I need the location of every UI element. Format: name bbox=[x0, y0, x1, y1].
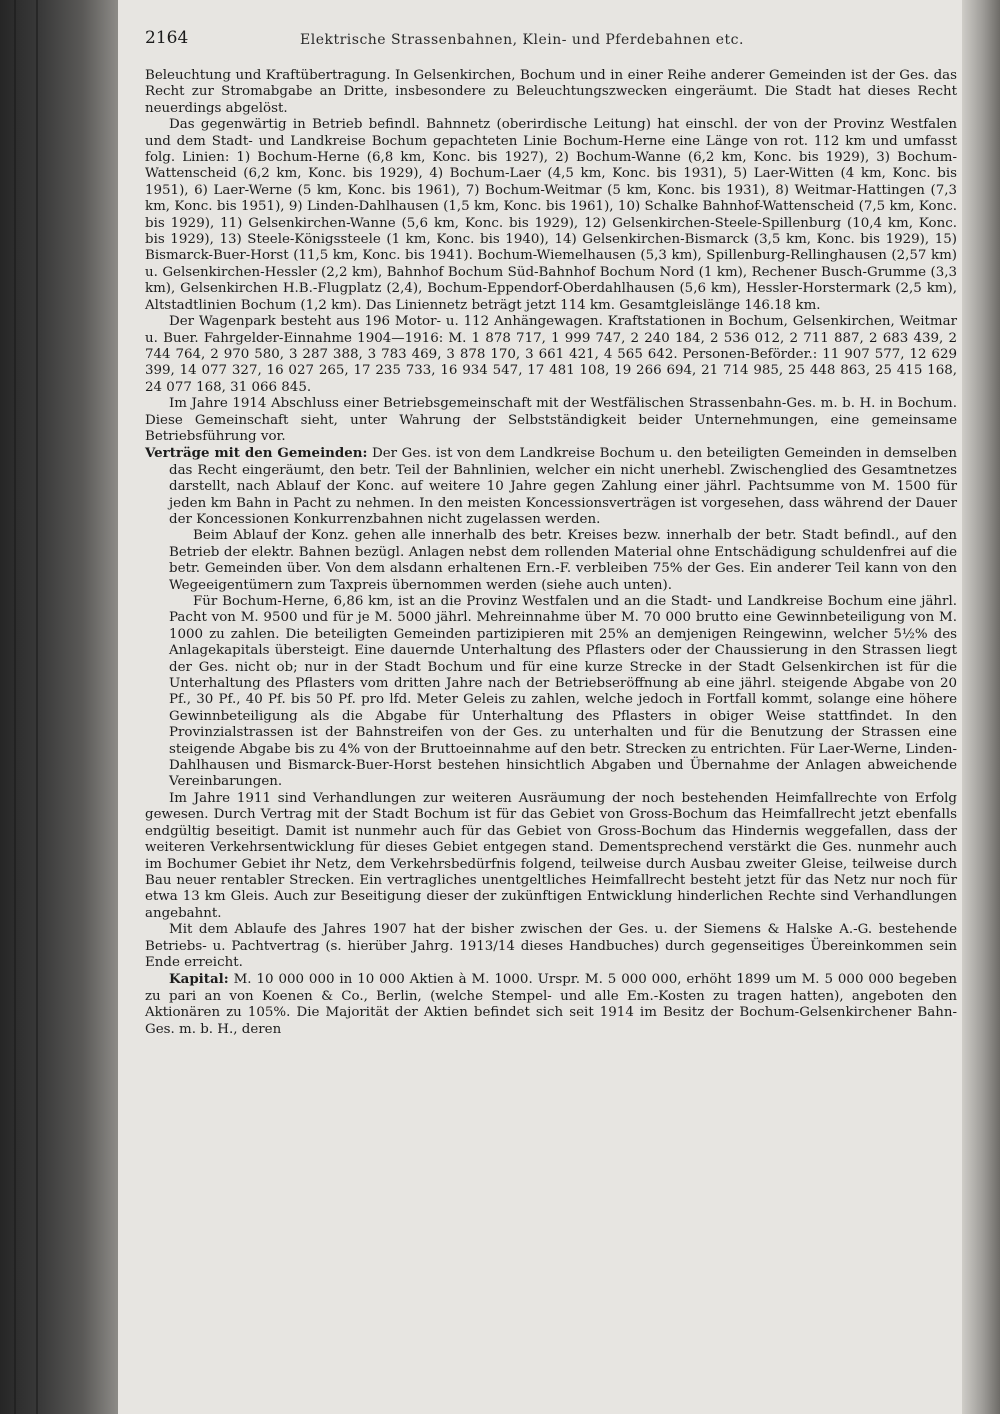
paragraph-bochum-herne: Für Bochum-Herne, 6,86 km, ist an die Provinz Westfalen und an die Stadt- und Landkreise Bochum eine jährl. Pacht von M. 9500 und für je M. 5000 jährl. Mehreinnahme über M. 70 000 brutto eine Gewinnbeteiligung von M. 1000 zu zahlen. Die beteiligten Gemeinden partizipieren mit 25% an demjenigen Reingewinn, welcher 5½% des Anlagekapitals übersteigt. Eine dauernde Unterhaltung des Pflasters oder der Chaussierung in den Strassen liegt der Ges. nicht ob; nur in der Stadt Bochum und für eine kurze Strecke in der Stadt Gelsenkirchen ist für die Unterhaltung des Pflasters vom dritten Jahre nach der Betriebseröffnung ab eine jährl. steigende Abgabe von 20 Pf., 30 Pf., 40 Pf. bis 50 Pf. pro lfd. Meter Geleis zu zahlen, welche jedoch in Fortfall kommt, solange eine höhere Gewinnbeteiligung als die Abgabe für Unterhaltung des Pflasters in obiger Weise stattfindet. In den Provinzialstrassen ist der Bahnstreifen von der Ges. zu unterhalten und für die Benutzung der Strassen eine steigende Abgabe bis zu 4% von der Bruttoeinnahme auf den betr. Strecken zu entrichten. Für Laer-Werne, Linden-Dahlhausen und Bismarck-Buer-Horst bestehen hinsichtlich Abgaben und Übernahme der Anlagen abweichende Vereinbarungen. bbox=[169, 594, 957, 790]
section-heading-kapital: Kapital: bbox=[169, 971, 229, 988]
paragraph-ablauf-konz: Beim Ablauf der Konz. gehen alle innerhalb des betr. Kreises bezw. innerhalb der betr. Stadt befindl., auf den Betrieb der elektr. Bahnen bezügl. Anlagen nebst dem rollenden Material ohne Entschädigung schuldenfrei auf die betr. Gemeinden über. Von dem alsdann erhaltenen Ern.-F. verbleiben 75% der Ges. Ein anderer Teil kann von den Wegeeigentümern zum Taxpreis übernommen werden (siehe auch unten). bbox=[169, 528, 957, 593]
paragraph-wagenpark: Der Wagenpark besteht aus 196 Motor- u. 112 Anhängewagen. Kraftstationen in Bochum, Gelsenkirchen, Weitmar u. Buer. Fahrgelder-Einnahme 1904—1916: M. 1 878 717, 1 999 747, 2 240 184, 2 536 012, 2 711 887, 2 683 439, 2 744 764, 2 970 580, 3 287 388, 3 783 469, 3 878 170, 3 661 421, 4 565 642. Personen-Beförder.: 11 907 577, 12 629 399, 14 077 327, 16 027 265, 17 235 733, 16 934 547, 17 481 108, 19 266 694, 21 714 985, 25 448 863, 25 415 168, 24 077 168, 31 066 845. bbox=[145, 314, 957, 395]
running-head: Elektrische Strassenbahnen, Klein- und Pferdebahnen etc. bbox=[300, 32, 744, 48]
paragraph-bahnnetz: Das gegenwärtig in Betrieb befindl. Bahnnetz (oberirdische Leitung) hat einschl. der von der Provinz Westfalen und dem Stadt- und Landkreise Bochum gepachteten Linie Bochum-Herne eine Länge von rot. 112 km und umfasst folg. Linien: 1) Bochum-Herne (6,8 km, Konc. bis 1927), 2) Bochum-Wanne (6,2 km, Konc. bis 1929), 3) Bochum-Wattenscheid (6,2 km, Konc. bis 1929), 4) Bochum-Laer (4,5 km, Konc. bis 1931), 5) Laer-Witten (4 km, Konc. bis 1951), 6) Laer-Werne (5 km, Konc. bis 1961), 7) Bochum-Weitmar (5 km, Konc. bis 1931), 8) Weitmar-Hattingen (7,3 km, Konc. bis 1951), 9) Linden-Dahlhausen (1,5 km, Konc. bis 1961), 10) Schalke Bahnhof-Wattenscheid (7,5 km, Konc. bis 1929), 11) Gelsenkirchen-Wanne (5,6 km, Konc. bis 1929), 12) Gelsenkirchen-Steele-Spillenburg (10,4 km, Konc. bis 1929), 13) Steele-Königssteele (1 km, Konc. bis 1940), 14) Gelsenkirchen-Bismarck (3,5 km, Konc. bis 1929), 15) Bismarck-Buer-Horst (11,5 km, Konc. bis 1941). Bochum-Wiemelhausen (5,3 km), Spillenburg-Rellinghausen (2,57 km) u. Gelsenkirchen-Hessler (2,2 km), Bahnhof Bochum Süd-Bahnhof Bochum Nord (1 km), Rechener Busch-Grumme (3,3 km), Gelsenkirchen H.B.-Flugplatz (2,4), Bochum-Eppendorf-Oberdahlhausen (5,6 km), Hessler-Horstermark (2,5 km), Altstadtlinien Bochum (1,2 km). Das Liniennetz beträgt jetzt 114 km. Gesamtgleislänge 146.18 km. bbox=[145, 117, 957, 313]
section-kapital bbox=[145, 971, 957, 1038]
paragraph-siemens-halske: Mit dem Ablaufe des Jahres 1907 hat der bisher zwischen der Ges. u. der Siemens & Halske A.-G. bestehende Betriebs- u. Pachtvertrag (s. hierüber Jahrg. 1913/14 dieses Handbuches) durch gegenseitiges Übereinkommen sein Ende erreicht. bbox=[145, 922, 957, 970]
book-binding-shadow bbox=[0, 0, 118, 1414]
page-header bbox=[145, 30, 957, 68]
paragraph-heimfallrechte: Im Jahre 1911 sind Verhandlungen zur weiteren Ausräumung der noch bestehenden Heimfallrechte von Erfolg gewesen. Durch Vertrag mit der Stadt Bochum ist für das Gebiet von Gross-Bochum das Heimfallrecht jetzt ebenfalls endgültig beseitigt. Damit ist nunmehr auch für das Gebiet von Gross-Bochum das Hindernis weggefallen, dass der weiteren Verkehrsentwicklung für dieses Gebiet entgegen stand. Dementsprechend verstärkt die Ges. nunmehr auch im Bochumer Gebiet ihr Netz, dem Verkehrsbedürfnis folgend, teilweise durch Ausbau zweiter Gleise, teilweise durch Bau neuer rentabler Strecken. Ein vertragliches unentgeltliches Heimfallrecht besteht jetzt für das Netz nur noch für etwa 13 km Gleis. Auch zur Beseitigung dieser der zukünftigen Entwicklung hinderlichen Rechte sind Verhandlungen angebahnt. bbox=[145, 790, 957, 921]
book-page bbox=[118, 0, 962, 1414]
section-vertraege bbox=[145, 445, 957, 528]
section-vertraege-body bbox=[145, 528, 957, 791]
page-content bbox=[145, 30, 957, 1038]
paragraph-betriebsgemeinschaft: Im Jahre 1914 Abschluss einer Betriebsgemeinschaft mit der Westfälischen Strassenbahn-Ges. m. b. H. in Bochum. Diese Gemeinschaft sieht, unter Wahrung der Selbstständigkeit beider Unternehmungen, eine gemeinsame Betriebsführung vor. bbox=[145, 396, 957, 444]
paragraph-beleuchtung: Beleuchtung und Kraftübertragung. In Gelsenkirchen, Bochum und in einer Reihe anderer Gemeinden ist der Ges. das Recht zur Stromabgabe an Dritte, insbesondere zu Beleuchtungszwecken eingeräumt. Die Stadt hat dieses Recht neuerdings abgelöst. bbox=[145, 68, 957, 116]
paragraph-vertraege: Der Ges. ist von dem Landkreise Bochum u. den beteiligten Gemeinden in demselben das Recht eingeräumt, den betr. Teil der Bahnlinien, welcher ein nicht unerhebl. Zwischenglied des Gesamtnetzes darstellt, nach Ablauf der Konc. auf weitere 10 Jahre gegen Zahlung einer jährl. Pachtsumme von M. 1500 für jeden km Bahn in Pacht zu nehmen. In den meisten Koncessionsverträgen ist vorgesehen, dass während der Dauer der Koncessionen Konkurrenzbahnen nicht zugelassen werden. bbox=[169, 446, 957, 527]
section-heading-vertraege: Verträge mit den Gemeinden: bbox=[145, 445, 368, 462]
page-number: 2164 bbox=[145, 28, 189, 48]
binding-line bbox=[14, 0, 16, 1414]
page-edge-shadow bbox=[962, 0, 1000, 1414]
binding-line bbox=[36, 0, 38, 1414]
paragraph-kapital: M. 10 000 000 in 10 000 Aktien à M. 1000. Urspr. M. 5 000 000, erhöht 1899 um M. 5 000 000 begeben zu pari an von Koenen & Co., Berlin, (welche Stempel- und alle Em.-Kosten zu tragen hatten), angeboten den Aktionären zu 105%. Die Majorität der Aktien befindet sich seit 1914 im Besitz der Bochum-Gelsenkirchener Bahn-Ges. m. b. H., deren bbox=[145, 972, 957, 1037]
